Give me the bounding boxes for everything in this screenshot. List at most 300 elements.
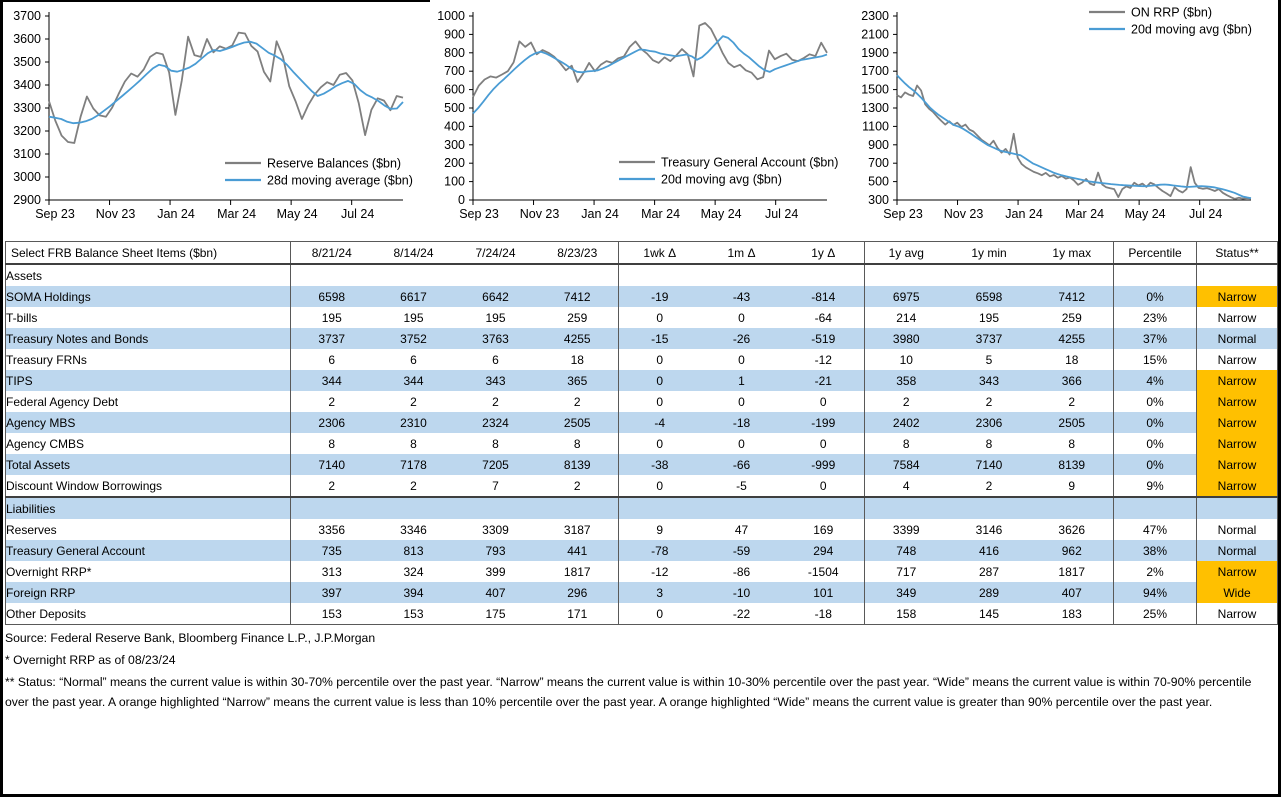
value-cell: 8 [537, 433, 619, 454]
x-tick-label: Nov 23 [95, 207, 136, 221]
y-tick-label: 3500 [13, 55, 41, 69]
row-label: Treasury General Account [6, 540, 291, 561]
value-cell: 171 [537, 603, 619, 625]
percentile-cell: 9% [1114, 475, 1197, 497]
value-cell: 2324 [482, 415, 509, 430]
value-cell: 0 [656, 436, 664, 451]
column-header: 1wk Δ [643, 245, 677, 260]
x-tick-label: Nov 23 [943, 207, 984, 221]
value-cell [373, 264, 455, 286]
y-tick-label: 3200 [13, 124, 41, 138]
chart-treasury-general-account [429, 0, 853, 236]
value-cell: 0 [656, 310, 664, 325]
value-cell: 407 [485, 585, 506, 600]
value-cell: -43 [732, 289, 751, 304]
value-cell: 289 [978, 585, 1000, 600]
value-cell: 6 [492, 352, 499, 367]
x-tick-label: May 24 [276, 207, 318, 221]
table-row-liabilities [6, 497, 1278, 519]
status-cell: Normal [1217, 331, 1257, 346]
value-cell: -519 [783, 328, 865, 349]
value-cell: 183 [1031, 603, 1114, 625]
row-label: Treasury FRNs [6, 349, 291, 370]
row-label: Foreign RRP [6, 582, 291, 603]
y-tick-label: 100 [444, 174, 465, 189]
value-cell: 145 [978, 606, 1000, 621]
legend-label-tga: Treasury General Account ($bn) [661, 155, 839, 170]
percentile-cell: 25% [1114, 603, 1197, 625]
y-tick-label: 1700 [861, 64, 889, 79]
percentile-cell: 47% [1114, 519, 1197, 540]
value-cell: 0 [783, 475, 865, 497]
value-cell [291, 497, 373, 519]
value-cell: 47 [734, 522, 749, 537]
value-cell: 2 [537, 391, 619, 412]
percentile-cell: 0% [1114, 391, 1197, 412]
status-cell: Narrow [1197, 475, 1278, 497]
value-cell: 153 [403, 606, 424, 621]
y-tick-label: 500 [444, 101, 465, 115]
value-cell: 343 [485, 373, 506, 388]
value-cell: 2306 [318, 415, 346, 430]
value-cell: -10 [732, 585, 751, 600]
column-header: Select FRB Balance Sheet Items ($bn) [6, 242, 291, 265]
value-cell: 0 [656, 394, 664, 409]
value-cell: 9 [656, 522, 664, 537]
y-tick-label: 3100 [13, 147, 41, 161]
value-cell: 8 [410, 436, 417, 451]
table-row-assets [6, 264, 1278, 286]
value-cell: 344 [403, 373, 424, 388]
y-tick-label: 800 [444, 45, 465, 60]
status-cell: Normal [1217, 522, 1257, 537]
value-cell: 175 [485, 606, 506, 621]
value-cell: 2 [410, 394, 417, 409]
value-cell: 358 [896, 373, 917, 388]
column-header: Status** [1215, 245, 1259, 260]
y-tick-label: 2900 [13, 193, 41, 207]
value-cell: 3309 [482, 522, 509, 537]
value-cell: 153 [321, 606, 342, 621]
value-cell: 4 [902, 478, 910, 493]
value-cell: 7140 [318, 457, 346, 472]
value-cell: 8 [328, 436, 336, 451]
percentile-cell: 2% [1114, 561, 1197, 582]
table-row-other-deposits [6, 603, 1278, 625]
value-cell: -18 [783, 603, 865, 625]
value-cell: 2402 [892, 415, 920, 430]
value-cell: 1817 [1031, 561, 1114, 582]
value-cell [865, 497, 948, 519]
value-cell: 2 [985, 478, 993, 493]
value-cell: 0 [738, 352, 745, 367]
status-cell: Narrow [1217, 310, 1257, 325]
reserve-balances-chart [5, 0, 429, 236]
balance-sheet-table [5, 241, 1278, 625]
value-cell: 2505 [1031, 412, 1114, 433]
ma-20d-line [473, 36, 827, 113]
y-tick-label: 1000 [437, 9, 465, 23]
value-cell: 344 [321, 373, 342, 388]
value-cell: 813 [403, 543, 424, 558]
value-cell [783, 497, 865, 519]
y-tick-label: 3700 [13, 9, 41, 23]
row-label: TIPS [6, 370, 291, 391]
legend-label-ma-28d: 28d moving average ($bn) [267, 173, 413, 188]
value-cell [455, 264, 537, 286]
percentile-cell: 94% [1114, 582, 1197, 603]
value-cell: 313 [321, 564, 342, 579]
x-tick-label: Jul 24 [1188, 207, 1223, 221]
value-cell: 8139 [537, 454, 619, 475]
overnight-rrp-note: * Overnight RRP as of 08/23/24 [5, 653, 176, 667]
value-cell: 0 [783, 391, 865, 412]
value-cell: 399 [485, 564, 506, 579]
row-label: Liabilities [6, 497, 291, 519]
chart-on-rrp [853, 0, 1277, 236]
column-header: 1m Δ [727, 245, 756, 260]
value-cell: -78 [651, 543, 669, 558]
top-left-border [0, 0, 430, 2]
value-cell: 397 [321, 585, 342, 600]
row-label: Federal Agency Debt [6, 391, 291, 412]
percentile-cell [1114, 497, 1197, 519]
y-tick-label: 300 [868, 193, 889, 207]
ma-28d-line [49, 42, 403, 123]
value-cell: -12 [651, 564, 669, 579]
row-label: Overnight RRP* [6, 561, 291, 582]
value-cell: 717 [896, 564, 917, 579]
status-cell: Normal [1217, 543, 1257, 558]
value-cell: 4255 [537, 328, 619, 349]
y-tick-label: 1900 [861, 45, 889, 60]
x-tick-label: Jan 24 [157, 207, 195, 221]
percentile-cell: 4% [1114, 370, 1197, 391]
value-cell: 3737 [975, 331, 1003, 346]
value-cell: 6598 [975, 289, 1003, 304]
value-cell: 3763 [482, 331, 509, 346]
value-cell: 296 [537, 582, 619, 603]
value-cell [701, 497, 783, 519]
value-cell: 3752 [400, 331, 427, 346]
value-cell: 6 [410, 352, 417, 367]
value-cell: -26 [732, 331, 751, 346]
value-cell: 793 [485, 543, 506, 558]
value-cell: -1504 [783, 561, 865, 582]
value-cell: 343 [978, 373, 1000, 388]
value-cell [865, 264, 948, 286]
value-cell: 7205 [482, 457, 509, 472]
x-tick-label: Jan 24 [581, 207, 619, 221]
value-cell: 349 [896, 585, 917, 600]
status-cell: Wide [1197, 582, 1278, 603]
table-row-treasury-notes-and-bonds [6, 328, 1278, 349]
percentile-cell [1114, 264, 1197, 286]
value-cell: -59 [732, 543, 751, 558]
status-definition-note: ** Status: “Normal” means the current value is within 30-70% percentile over the past year. “Narrow” means the current value is within 10-30% percentile over the past year. “Wide” means the current value is within 70-90% percentile over the past year. A orange highlighted “Narrow” means the current value is less than 10% percentile over the past year. A orange highlighted “Wide” means the current value is greater than 90% percentile over the past year. [5, 675, 1252, 709]
table-row-agency-mbs [6, 412, 1278, 433]
row-label: Agency MBS [6, 412, 291, 433]
value-cell: 214 [896, 310, 917, 325]
y-tick-label: 900 [868, 137, 889, 152]
table-row-treasury-general-account [6, 540, 1278, 561]
legend-label-ma-20d: 20d moving avg ($bn) [1131, 22, 1252, 37]
value-cell: 3 [656, 585, 664, 600]
value-cell: 3346 [400, 522, 427, 537]
y-tick-label: 3400 [13, 78, 41, 92]
value-cell [373, 497, 455, 519]
value-cell: 2 [328, 394, 336, 409]
status-cell: Narrow [1217, 352, 1257, 367]
value-cell: 2 [492, 394, 499, 409]
value-cell [619, 497, 701, 519]
table-row-overnight-rrp- [6, 561, 1278, 582]
value-cell: 9 [1031, 475, 1114, 497]
row-label: Discount Window Borrowings [6, 475, 291, 497]
value-cell: 0 [656, 352, 664, 367]
value-cell: 195 [978, 310, 1000, 325]
value-cell: 3626 [1031, 519, 1114, 540]
status-cell [1197, 264, 1278, 286]
table-row-discount-window-borrowings [6, 475, 1278, 497]
value-cell: 394 [403, 585, 424, 600]
value-cell: -5 [736, 478, 747, 493]
table-row-soma-holdings [6, 286, 1278, 307]
value-cell: 6 [328, 352, 336, 367]
value-cell: 3356 [318, 522, 346, 537]
value-cell: -15 [651, 331, 669, 346]
column-header: 1y max [1031, 242, 1114, 265]
y-tick-label: 2100 [861, 27, 889, 42]
value-cell: 366 [1031, 370, 1114, 391]
y-tick-label: 0 [458, 193, 465, 207]
legend-label-on-rrp: ON RRP ($bn) [1131, 5, 1213, 20]
y-tick-label: 1300 [861, 101, 889, 115]
on-rrp-line [897, 86, 1251, 199]
value-cell: 2306 [975, 415, 1003, 430]
value-cell: 6975 [892, 289, 920, 304]
y-tick-label: 200 [444, 156, 465, 171]
value-cell: 259 [1031, 307, 1114, 328]
value-cell: 748 [896, 543, 917, 558]
table-row-foreign-rrp [6, 582, 1278, 603]
value-cell: 8 [492, 436, 499, 451]
value-cell: 0 [738, 310, 745, 325]
value-cell: 101 [783, 582, 865, 603]
value-cell [1031, 497, 1114, 519]
value-cell: 5 [985, 352, 993, 367]
value-cell: 0 [656, 373, 664, 388]
report-content [5, 0, 1277, 714]
x-tick-label: Sep 23 [459, 207, 499, 221]
value-cell: 6642 [482, 289, 509, 304]
value-cell: 7140 [975, 457, 1003, 472]
percentile-cell: 38% [1114, 540, 1197, 561]
value-cell: 962 [1031, 540, 1114, 561]
value-cell: 2310 [400, 415, 427, 430]
legend-label-reserve-balances: Reserve Balances ($bn) [267, 156, 402, 171]
value-cell [291, 264, 373, 286]
status-cell: Narrow [1197, 370, 1278, 391]
status-cell: Narrow [1197, 454, 1278, 475]
y-tick-label: 700 [868, 156, 889, 171]
value-cell: 324 [403, 564, 424, 579]
y-tick-label: 1500 [861, 82, 889, 97]
status-cell: Narrow [1217, 606, 1257, 621]
value-cell: 195 [321, 310, 342, 325]
value-cell: -66 [732, 457, 751, 472]
x-tick-label: Mar 24 [217, 207, 257, 221]
row-label: SOMA Holdings [6, 286, 291, 307]
y-tick-label: 600 [444, 82, 465, 97]
value-cell: -86 [732, 564, 751, 579]
value-cell: 735 [321, 543, 342, 558]
x-tick-label: Jul 24 [764, 207, 799, 221]
left-border [0, 0, 3, 797]
value-cell: 3146 [975, 522, 1003, 537]
status-cell: Narrow [1197, 433, 1278, 454]
value-cell [619, 264, 701, 286]
footnotes [5, 628, 1277, 712]
status-cell [1197, 497, 1278, 519]
value-cell [1031, 264, 1114, 286]
column-header: 1y avg [888, 245, 924, 260]
y-tick-label: 400 [444, 119, 465, 134]
value-cell: 18 [537, 349, 619, 370]
chart-reserve-balances [5, 0, 429, 236]
value-cell: 0 [738, 394, 745, 409]
value-cell: 8 [985, 436, 993, 451]
value-cell: 0 [738, 436, 745, 451]
y-tick-label: 1100 [862, 119, 889, 134]
value-cell: 0 [656, 478, 664, 493]
value-cell [455, 497, 537, 519]
value-cell: -19 [651, 289, 669, 304]
column-header: Percentile [1114, 242, 1197, 265]
status-cell: Narrow [1197, 391, 1278, 412]
column-header: 8/21/24 [311, 245, 352, 260]
on-rrp-chart [853, 0, 1277, 236]
x-tick-label: Sep 23 [883, 207, 923, 221]
value-cell: 195 [403, 310, 424, 325]
y-tick-label: 3000 [13, 170, 41, 184]
percentile-cell: 15% [1114, 349, 1197, 370]
table-row-agency-cmbs [6, 433, 1278, 454]
value-cell: 365 [537, 370, 619, 391]
table-row-t-bills [6, 307, 1278, 328]
x-tick-label: May 24 [700, 207, 742, 221]
value-cell: 18 [1031, 349, 1114, 370]
table-row-tips [6, 370, 1278, 391]
y-tick-label: 700 [444, 64, 465, 79]
value-cell: -12 [783, 349, 865, 370]
value-cell: 1 [738, 373, 745, 388]
table-row-total-assets [6, 454, 1278, 475]
value-cell: 1817 [537, 561, 619, 582]
value-cell: 294 [783, 540, 865, 561]
x-tick-label: Jan 24 [1005, 207, 1043, 221]
status-cell: Narrow [1197, 412, 1278, 433]
value-cell: 7412 [537, 286, 619, 307]
table-row-reserves [6, 519, 1278, 540]
value-cell: 4255 [1031, 328, 1114, 349]
value-cell: 0 [783, 433, 865, 454]
value-cell: 7412 [1031, 286, 1114, 307]
value-cell: -22 [732, 606, 751, 621]
value-cell [948, 264, 1031, 286]
row-label: Total Assets [6, 454, 291, 475]
percentile-cell: 37% [1114, 328, 1197, 349]
value-cell: 10 [899, 352, 913, 367]
column-header: 1y min [971, 245, 1007, 260]
value-cell [783, 264, 865, 286]
column-header: 8/14/24 [393, 245, 434, 260]
percentile-cell: 0% [1114, 454, 1197, 475]
value-cell: 2 [410, 478, 417, 493]
y-tick-label: 3600 [13, 32, 41, 46]
value-cell: -814 [783, 286, 865, 307]
y-tick-label: 3300 [13, 101, 41, 115]
value-cell: 2 [985, 394, 993, 409]
x-tick-label: Sep 23 [35, 207, 75, 221]
value-cell: 7178 [400, 457, 427, 472]
value-cell [701, 264, 783, 286]
value-cell: 8 [1031, 433, 1114, 454]
value-cell: 416 [978, 543, 1000, 558]
value-cell: 8 [902, 436, 910, 451]
value-cell: 8139 [1031, 454, 1114, 475]
x-tick-label: Mar 24 [641, 207, 681, 221]
y-tick-label: 300 [444, 137, 465, 152]
tga-chart [429, 0, 853, 236]
value-cell: 195 [485, 310, 506, 325]
value-cell: 2 [902, 394, 910, 409]
column-header: 1y Δ [783, 242, 865, 265]
value-cell: 2 [1031, 391, 1114, 412]
value-cell [537, 497, 619, 519]
value-cell: -4 [654, 415, 666, 430]
row-label: Treasury Notes and Bonds [6, 328, 291, 349]
legend-label-ma-20d: 20d moving avg ($bn) [661, 172, 782, 187]
y-tick-label: 2300 [861, 9, 889, 23]
table-header-row [6, 242, 1278, 265]
percentile-cell: 0% [1114, 433, 1197, 454]
source-note: Source: Federal Reserve Bank, Bloomberg Finance L.P., J.P.Morgan [5, 631, 376, 645]
column-header: 7/24/24 [475, 245, 516, 260]
y-tick-label: 900 [444, 27, 465, 42]
value-cell: 7584 [892, 457, 920, 472]
x-tick-label: Jul 24 [340, 207, 375, 221]
value-cell: 6598 [318, 289, 346, 304]
table-row-federal-agency-debt [6, 391, 1278, 412]
row-label: Agency CMBS [6, 433, 291, 454]
percentile-cell: 0% [1114, 412, 1197, 433]
value-cell: 3737 [318, 331, 346, 346]
percentile-cell: 0% [1114, 286, 1197, 307]
value-cell: -38 [651, 457, 669, 472]
value-cell: -18 [732, 415, 751, 430]
value-cell: 7 [492, 478, 499, 493]
status-cell: Narrow [1197, 561, 1278, 582]
value-cell: 3187 [537, 519, 619, 540]
row-label: T-bills [6, 307, 291, 328]
value-cell: 441 [537, 540, 619, 561]
table-row-treasury-frns [6, 349, 1278, 370]
value-cell: -21 [783, 370, 865, 391]
value-cell: -999 [783, 454, 865, 475]
value-cell: -199 [783, 412, 865, 433]
value-cell: 407 [1031, 582, 1114, 603]
